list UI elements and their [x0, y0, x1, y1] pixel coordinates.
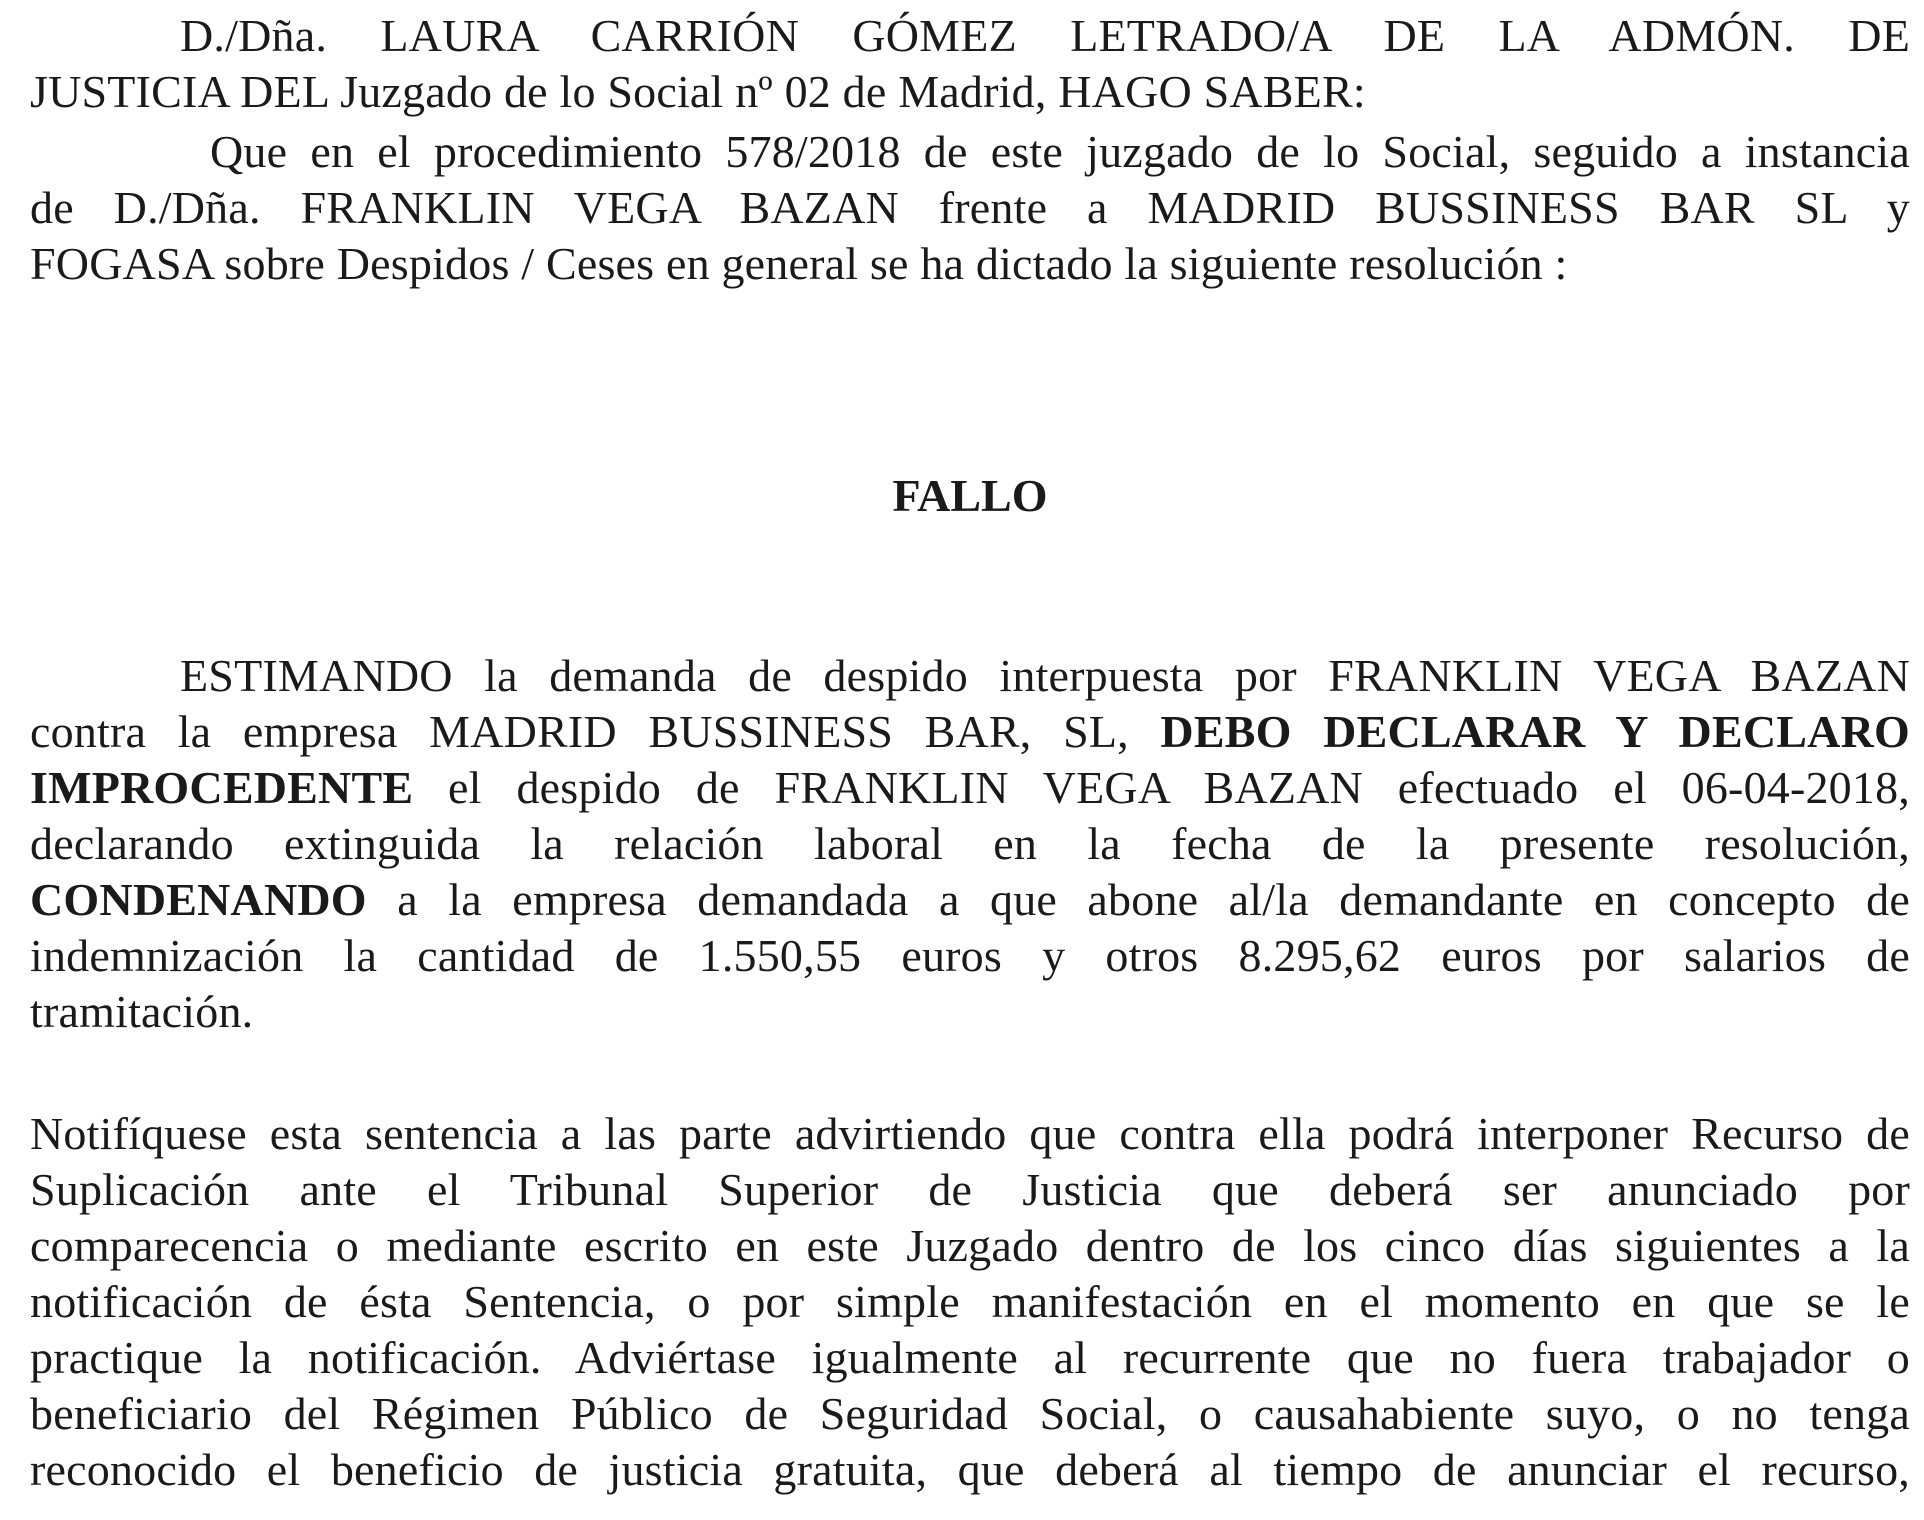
ruling-improcedente-bold: IMPROCEDENTE	[30, 762, 414, 813]
ruling-line-2-text: contra la empresa MADRID BUSSINESS BAR, SL,	[30, 706, 1161, 757]
fallo-heading: FALLO	[892, 470, 1048, 521]
header-line-1: D./Dña. LAURA CARRIÓN GÓMEZ LETRADO/A DE LA ADMÓN. DE	[180, 10, 1910, 61]
ruling-condenando-bold: CONDENANDO	[30, 874, 367, 925]
ruling-line-2	[30, 704, 1910, 760]
notice-line-6: beneficiario del Régimen Público de Seguridad Social, o causahabiente suyo, o no tenga	[30, 1388, 1910, 1439]
ruling-line-3-text: el despido de FRANKLIN VEGA BAZAN efectuado el 06-04-2018,	[413, 762, 1910, 813]
intro-line-1: Que en el procedimiento 578/2018 de este juzgado de lo Social, seguido a instancia	[210, 126, 1910, 177]
ruling-line-1: ESTIMANDO la demanda de despido interpuesta por FRANKLIN VEGA BAZAN	[180, 650, 1910, 701]
notice-line-3: comparecencia o mediante escrito en este Juzgado dentro de los cinco días siguientes a la	[30, 1220, 1910, 1271]
notice-line-5: practique la notificación. Adviértase igualmente al recurrente que no fuera trabajador o	[30, 1332, 1910, 1383]
document-page	[30, 0, 1910, 1520]
notice-line-1: Notifíquese esta sentencia a las parte advirtiendo que contra ella podrá interponer Recurso de	[30, 1108, 1910, 1159]
intro-line-3: FOGASA sobre Despidos / Ceses en general se ha dictado la siguiente resolución :	[30, 238, 1568, 289]
ruling-line-3	[30, 760, 1910, 816]
ruling-line-6: indemnización la cantidad de 1.550,55 euros y otros 8.295,62 euros por salarios de	[30, 930, 1910, 981]
header-line-2: JUSTICIA DEL Juzgado de lo Social nº 02 de Madrid, HAGO SABER:	[30, 66, 1366, 117]
ruling-line-5	[30, 872, 1910, 928]
notice-line-2: Suplicación ante el Tribunal Superior de Justicia que deberá ser anunciado por	[30, 1164, 1910, 1215]
notice-line-7: reconocido el beneficio de justicia gratuita, que deberá al tiempo de anunciar el recurso,	[30, 1444, 1910, 1495]
ruling-declare-bold: DEBO DECLARAR Y DECLARO	[1160, 706, 1910, 757]
notice-line-4: notificación de ésta Sentencia, o por simple manifestación en el momento en que se le	[30, 1276, 1910, 1327]
ruling-line-7: tramitación.	[30, 986, 254, 1037]
ruling-line-5-text: a la empresa demandada a que abone al/la demandante en concepto de	[366, 874, 1910, 925]
intro-line-2: de D./Dña. FRANKLIN VEGA BAZAN frente a MADRID BUSSINESS BAR SL y	[30, 182, 1910, 233]
ruling-line-4: declarando extinguida la relación laboral en la fecha de la presente resolución,	[30, 818, 1910, 869]
